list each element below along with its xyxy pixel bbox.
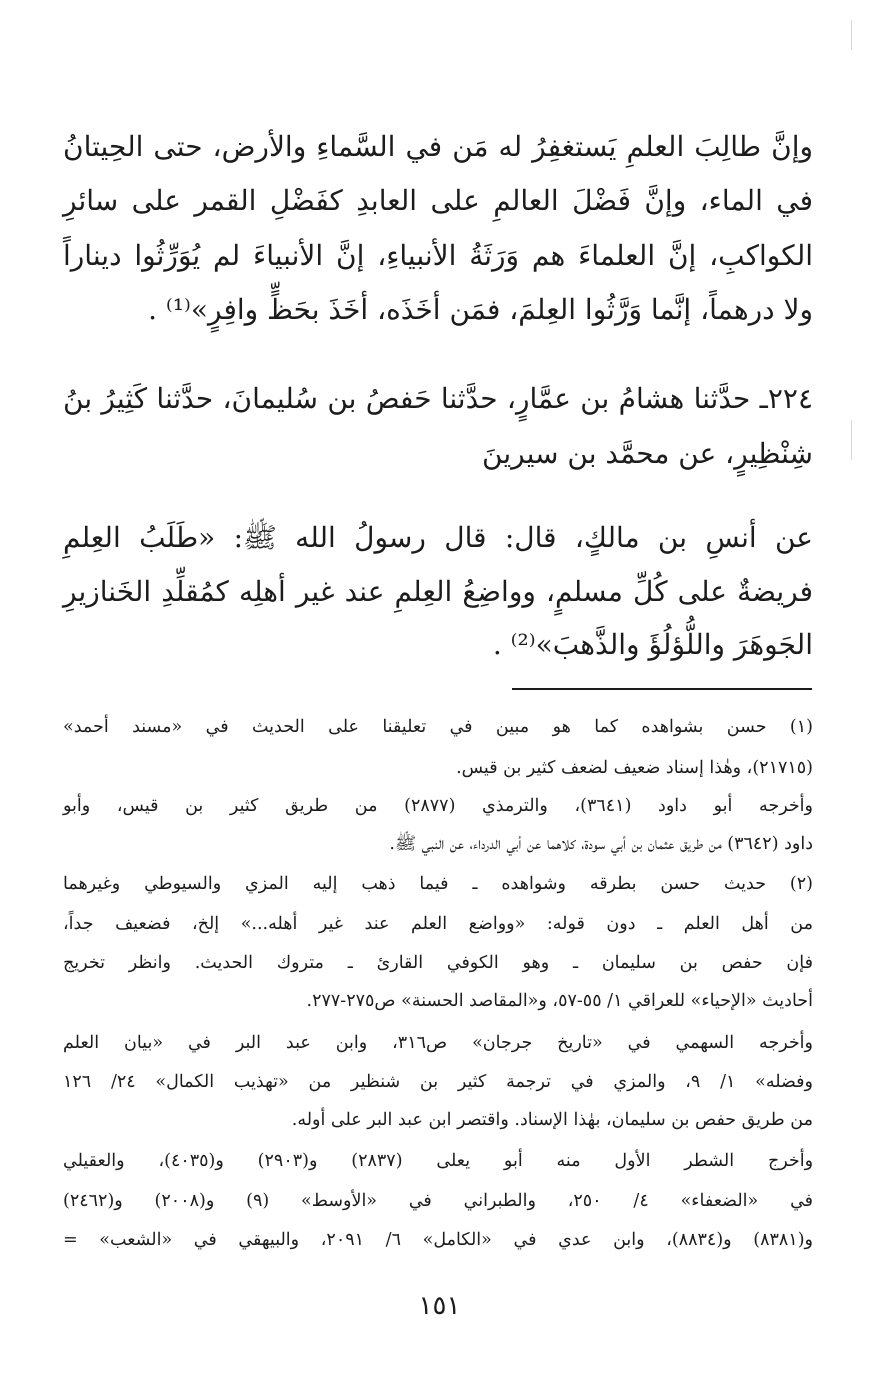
- text-line: في الماء، وإنَّ فَضْلَ العالمِ على العابدِ كفَضْلِ القمر على سائرِ: [63, 184, 813, 217]
- footnote-line: (٢١٧١٥)، وهٰذا إسناد ضعيف لضعف كثير بن قيس.: [456, 758, 813, 778]
- text-line: شِنْظِيرٍ، عن محمَّد بن سيرينَ: [482, 437, 813, 470]
- footnote-line: من أهل العلم ـ دون قوله: «وواضع العلم عند غير أهله...» إلخ، فضعيف جداً،: [63, 914, 813, 934]
- footnote-separator-rule: [512, 688, 812, 690]
- footnote-line: أحاديث «الإحياء» للعراقي ١/ ٥٥-٥٧، و«المقاصد الحسنة» ص٢٧٥-٢٧٧.: [306, 991, 813, 1011]
- text-line: عن أنسِ بن مالكٍ، قال: قال رسولُ الله ﷺ: «طَلَبُ العِلمِ: [63, 521, 813, 554]
- text-line: وإنَّ طالِبَ العلمِ يَستغفِرُ له مَن في السَّماءِ والأرض، حتى الحِيتانُ: [63, 130, 813, 163]
- footnote-line: (١) حسن بشواهده كما هو مبين في تعليقنا على الحديث في «مسند أحمد»: [63, 717, 813, 737]
- footnote-line: (٢) حديث حسن بطرقه وشواهده ـ فيما ذهب إليه المزي والسيوطي وغيرهما: [63, 874, 813, 894]
- scan-edge-mark: [851, 20, 852, 50]
- footnote-line: وأخرجه أبو داود (٣٦٤١)، والترمذي (٢٨٧٧) من طريق كثير بن قيس، وأبو: [63, 796, 813, 816]
- footnote-line: وأخرج الشطر الأول منه أبو يعلى (٢٨٣٧) و(٢٩٠٣) و(٤٠٣٥)، والعقيلي: [63, 1151, 814, 1171]
- page-number: ١٥١: [418, 1291, 461, 1321]
- text-line: ٢٢٤ـ حدَّثنا هشامُ بن عمَّارٍ، حدَّثنا حَفصُ بن سُليمانَ، حدَّثنا كَثِيرُ بنُ: [63, 382, 813, 415]
- footnote-line: وأخرجه السهمي في «تاريخ جرجان» ص٣١٦، وابن عبد البر في «بيان العلم: [63, 1033, 813, 1053]
- text-line: ولا درهماً، إنَّما وَرَّثُوا العِلمَ، فمَن أخَذَه، أخَذَ بحَظٍّ وافِرٍ»⁽¹⁾ .: [148, 293, 813, 326]
- footnote-line: من طريق حفص بن سليمان، بهٰذا الإسناد. واقتصر ابن عبد البر على أوله.: [291, 1110, 813, 1130]
- footnote-line: و(٨٣٨١) و(٨٨٣٤)، وابن عدي في «الكامل» ٦/ ٢٠٩١، والبيهقي في «الشعب» =: [63, 1230, 813, 1250]
- footnote-line: داود (٣٦٤٢) من طريق عثمان بن أبي سودة، كلاهما عن أبي الدرداء، عن النبي ﷺ.: [389, 834, 813, 854]
- text-line: فريضةٌ على كُلِّ مسلمٍ، وواضِعُ العِلمِ عند غير أهلِه كمُقلِّدِ الخَنازيرِ: [63, 575, 813, 608]
- footnote-line: فإن حفص بن سليمان ـ وهو الكوفي القارئ ـ متروك الحديث. وانظر تخريج: [63, 953, 813, 973]
- scan-edge-mark: [851, 420, 852, 460]
- footnote-line: في «الضعفاء» ٤/ ٢٥٠، والطبراني في «الأوسط» (٩) و(٢٠٠٨) و(٢٤٦٢): [63, 1191, 814, 1211]
- footnote-line: وفضله» ١/ ٩، والمزي في ترجمة كثير بن شنظير من «تهذيب الكمال» ٢٤/ ١٢٦: [63, 1072, 813, 1092]
- text-line: الجَوهَرَ واللُّؤلُؤَ والذَّهبَ»⁽²⁾ .: [492, 628, 813, 661]
- text-line: الكواكبِ، إنَّ العلماءَ هم وَرَثَةُ الأنبياءِ، إنَّ الأنبياءَ لم يُوَرِّثُوا ديناراً: [63, 239, 813, 272]
